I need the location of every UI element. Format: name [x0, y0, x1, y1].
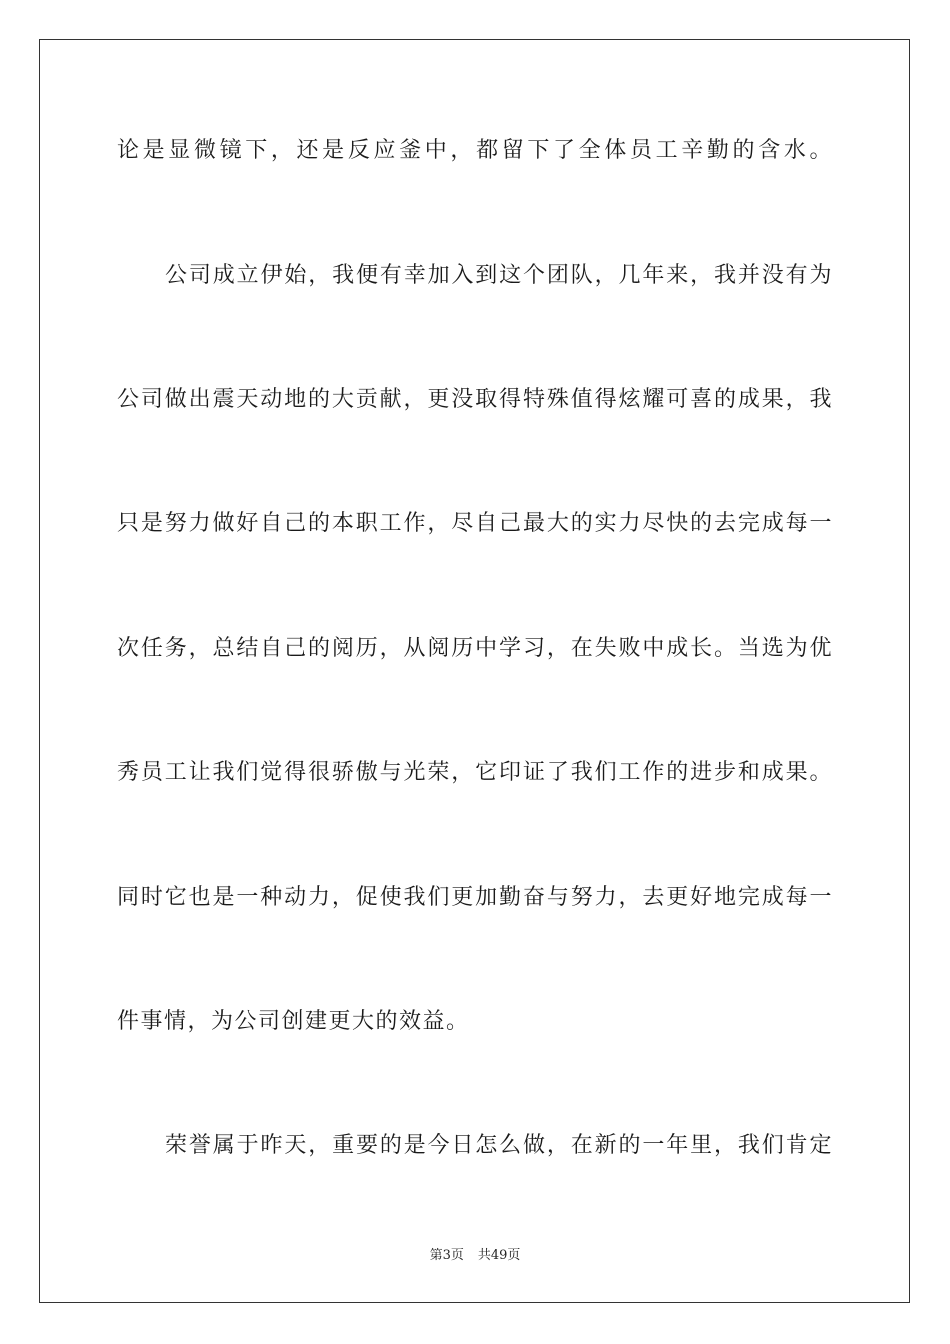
body-text-line: 次任务，总结自己的阅历，从阅历中学习，在失败中成长。当选为优: [117, 636, 833, 661]
page-footer: [0, 1246, 950, 1266]
body-text-line: 荣誉属于昨天，重要的是今日怎么做，在新的一年里，我们肯定: [165, 1133, 833, 1158]
page-number: 第3页: [429, 1248, 464, 1263]
body-text-line: 公司做出震天动地的大贡献，更没取得特殊值得炫耀可喜的成果，我: [117, 387, 833, 412]
body-text-line: 只是努力做好自己的本职工作，尽自己最大的实力尽快的去完成每一: [117, 511, 833, 536]
body-text-line: 论是显微镜下，还是反应釜中，都留下了全体员工辛勤的含水。: [117, 138, 833, 163]
body-text-line: 公司成立伊始，我便有幸加入到这个团队，几年来，我并没有为: [165, 263, 833, 288]
body-text-line: 件事情，为公司创建更大的效益。: [117, 1009, 470, 1034]
page-total: 共49页: [477, 1248, 521, 1263]
page-border: [39, 39, 910, 1303]
body-text-line: 秀员工让我们觉得很骄傲与光荣，它印证了我们工作的进步和成果。: [117, 760, 833, 785]
body-text-line: 同时它也是一种动力，促使我们更加勤奋与努力，去更好地完成每一: [117, 885, 833, 910]
